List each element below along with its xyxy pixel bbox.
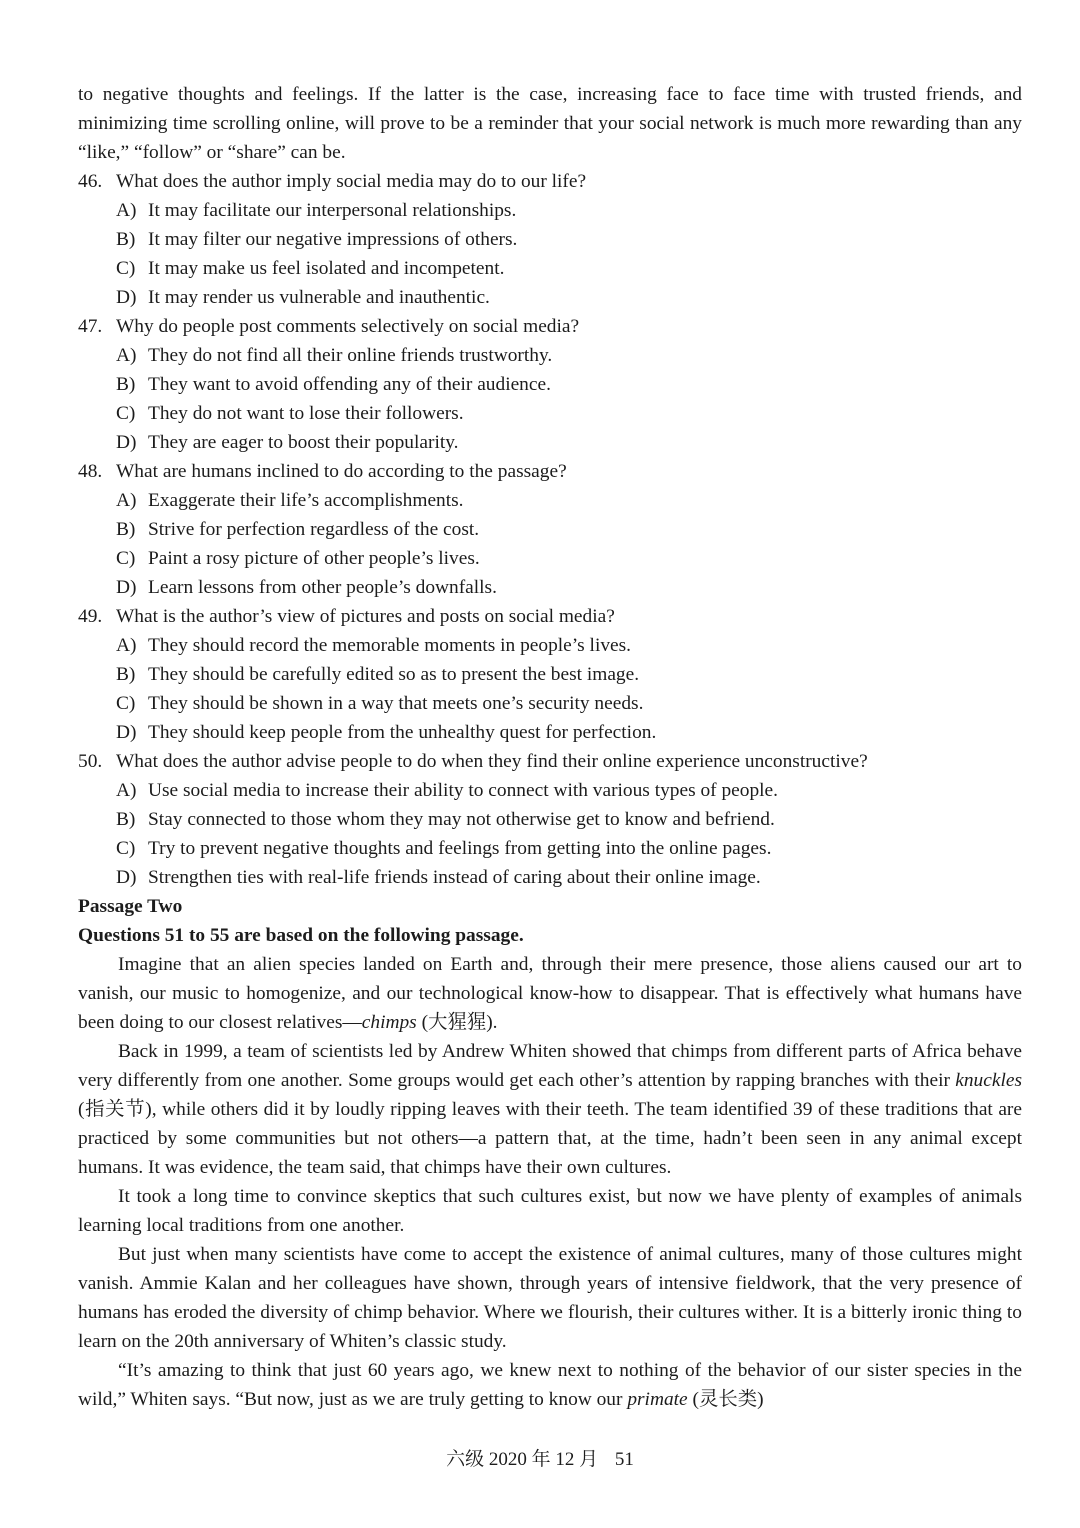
passage-two: [78, 892, 1022, 1414]
question-text: What is the author’s view of pictures and posts on social media?: [116, 606, 615, 627]
glossed-term: primate: [627, 1389, 688, 1410]
passage-paragraph-5: [78, 1356, 1022, 1414]
question-text: Why do people post comments selectively on social media?: [116, 316, 580, 337]
question-stem: [78, 457, 1022, 486]
option-letter: B): [116, 809, 136, 830]
question-46: [78, 167, 1022, 312]
option-letter: D): [116, 577, 137, 598]
paragraph-text: Back in 1999, a team of scientists led by Andrew Whiten showed that chimps from different parts of Africa behave very differently from one another. Some groups would get each other’s attention by rapping branches with their: [78, 1041, 1022, 1091]
option-letter: A): [116, 345, 137, 366]
option-letter: A): [116, 635, 137, 656]
option-a: [78, 776, 1022, 805]
option-letter: D): [116, 867, 137, 888]
exam-page: [78, 80, 1022, 1414]
option-text: It may make us feel isolated and incompetent.: [148, 258, 505, 279]
page-footer: [0, 1446, 1080, 1474]
passage-title: Passage Two: [78, 896, 183, 917]
passage-paragraph-4: But just when many scientists have come to accept the existence of animal cultures, many of those cultures might vanish. Ammie Kalan and her colleagues have shown, through years of intensive fieldwork, that the very presence of humans has eroded the diversity of chimp behavior. Where we flourish, their cultures wither. It is a bitterly ironic thing to learn on the 20th anniversary of Whiten’s classic study.: [78, 1244, 1022, 1352]
option-b: [78, 225, 1022, 254]
option-text: It may filter our negative impressions of others.: [148, 229, 518, 250]
option-letter: D): [116, 722, 137, 743]
passage-paragraph-2: [78, 1037, 1022, 1182]
option-d: [78, 863, 1022, 892]
option-text: Try to prevent negative thoughts and feelings from getting into the online pages.: [148, 838, 772, 859]
question-48: [78, 457, 1022, 602]
question-number: 47.: [78, 316, 103, 337]
option-a: [78, 196, 1022, 225]
option-a: [78, 486, 1022, 515]
option-letter: C): [116, 258, 136, 279]
option-b: [78, 370, 1022, 399]
question-stem: [78, 747, 1022, 776]
option-text: They want to avoid offending any of their audience.: [148, 374, 551, 395]
glossed-term: knuckles: [955, 1070, 1022, 1091]
paragraph-text: Imagine that an alien species landed on Earth and, through their mere presence, those aliens caused our art to vanish, our music to homogenize, and our technological know-how to disappear. That is effectively what humans have been doing to our closest relatives—: [78, 954, 1022, 1033]
option-text: Exaggerate their life’s accomplishments.: [148, 490, 464, 511]
option-b: [78, 515, 1022, 544]
exam-label: 六级 2020 年 12 月: [446, 1449, 599, 1470]
option-text: They should record the memorable moments in people’s lives.: [148, 635, 632, 656]
question-number: 50.: [78, 751, 103, 772]
question-stem: [78, 312, 1022, 341]
option-text: Strengthen ties with real-life friends instead of caring about their online image.: [148, 867, 761, 888]
option-text: They are eager to boost their popularity.: [148, 432, 459, 453]
option-text: They do not want to lose their followers.: [148, 403, 464, 424]
option-b: [78, 805, 1022, 834]
question-number: 49.: [78, 606, 103, 627]
option-letter: D): [116, 287, 137, 308]
question-text: What does the author advise people to do when they find their online experience unconstructive?: [116, 751, 868, 772]
option-letter: C): [116, 403, 136, 424]
option-text: Learn lessons from other people’s downfalls.: [148, 577, 497, 598]
option-text: It may render us vulnerable and inauthentic.: [148, 287, 490, 308]
chinese-gloss: (大猩猩).: [421, 1012, 498, 1033]
option-d: [78, 573, 1022, 602]
question-number: 46.: [78, 171, 103, 192]
question-number: 48.: [78, 461, 103, 482]
option-letter: A): [116, 490, 137, 511]
option-text: Strive for perfection regardless of the cost.: [148, 519, 480, 540]
option-a: [78, 341, 1022, 370]
option-letter: B): [116, 664, 136, 685]
option-text: Use social media to increase their ability to connect with various types of people.: [148, 780, 779, 801]
option-d: [78, 283, 1022, 312]
paragraph-text: while others did it by loudly ripping leaves with their teeth. The team identified 39 of these traditions that are practiced by some communities but not others—a pattern that, at the time, hadn’t been seen in any animal except humans. It was evidence, the team said, that chimps have their own cultures.: [78, 1099, 1022, 1178]
question-stem: [78, 602, 1022, 631]
option-text: Paint a rosy picture of other people’s lives.: [148, 548, 480, 569]
option-c: [78, 544, 1022, 573]
option-c: [78, 689, 1022, 718]
passage-instructions: Questions 51 to 55 are based on the following passage.: [78, 925, 524, 946]
chinese-gloss: (指关节),: [78, 1099, 157, 1120]
option-b: [78, 660, 1022, 689]
option-letter: C): [116, 838, 136, 859]
question-50: [78, 747, 1022, 892]
option-c: [78, 834, 1022, 863]
question-49: [78, 602, 1022, 747]
question-stem: [78, 167, 1022, 196]
option-letter: B): [116, 519, 136, 540]
option-letter: B): [116, 229, 136, 250]
page-number: 51: [614, 1449, 634, 1470]
option-letter: A): [116, 780, 137, 801]
passage-paragraph-3: It took a long time to convince skeptics that such cultures exist, but now we have plenty of examples of animals learning local traditions from one another.: [78, 1186, 1022, 1236]
option-letter: C): [116, 548, 136, 569]
option-c: [78, 254, 1022, 283]
paragraph-text: “It’s amazing to think that just 60 years ago, we knew next to nothing of the behavior of our sister species in the wild,” Whiten says. “But now, just as we are truly getting to know our: [78, 1360, 1022, 1410]
intro-paragraph: to negative thoughts and feelings. If the latter is the case, increasing face to face time with trusted friends, and minimizing time scrolling online, will prove to be a reminder that your social network is much more rewarding than any “like,” “follow” or “share” can be.: [78, 84, 1022, 163]
question-text: What does the author imply social media may do to our life?: [116, 171, 587, 192]
option-c: [78, 399, 1022, 428]
option-letter: B): [116, 374, 136, 395]
passage-paragraph-1: [78, 950, 1022, 1037]
option-text: They should be carefully edited so as to present the best image.: [148, 664, 640, 685]
option-text: It may facilitate our interpersonal relationships.: [148, 200, 517, 221]
option-letter: D): [116, 432, 137, 453]
option-letter: C): [116, 693, 136, 714]
question-list: [78, 167, 1022, 892]
question-47: [78, 312, 1022, 457]
question-text: What are humans inclined to do according to the passage?: [116, 461, 567, 482]
glossed-term: chimps: [361, 1012, 417, 1033]
option-letter: A): [116, 200, 137, 221]
option-d: [78, 428, 1022, 457]
option-text: They should keep people from the unhealthy quest for perfection.: [148, 722, 657, 743]
option-text: They should be shown in a way that meets one’s security needs.: [148, 693, 644, 714]
option-a: [78, 631, 1022, 660]
option-d: [78, 718, 1022, 747]
option-text: Stay connected to those whom they may not otherwise get to know and befriend.: [148, 809, 775, 830]
option-text: They do not find all their online friends trustworthy.: [148, 345, 553, 366]
chinese-gloss: (灵长类): [692, 1389, 764, 1410]
